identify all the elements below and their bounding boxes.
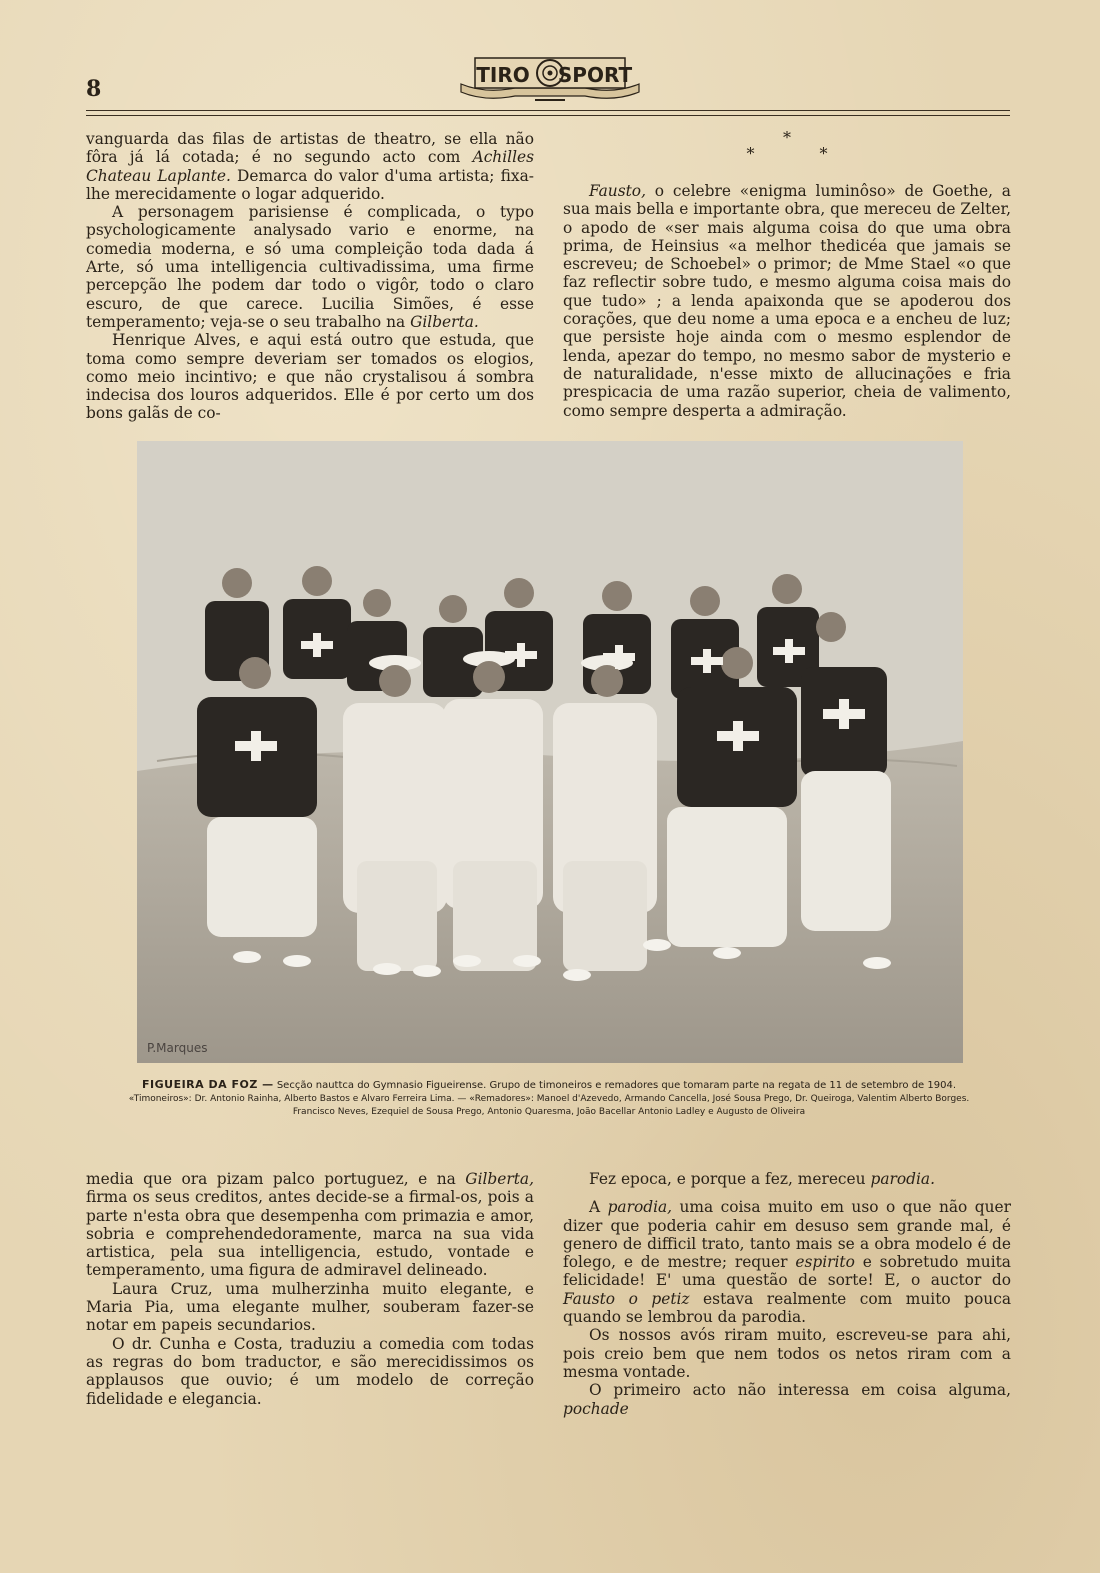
italic-run: parodia, — [607, 1198, 673, 1217]
italic-run: Fausto o petiz — [563, 1289, 690, 1308]
italic-run: Fausto, — [589, 182, 646, 200]
italic-run: pochade — [563, 1399, 629, 1418]
caption-line-1 — [86, 1078, 1012, 1093]
italic-run: espirito — [795, 1253, 855, 1272]
asterism-star: * — [783, 128, 791, 147]
text-run: firma os seus creditos, antes decide-se a firmal-os, pois a parte n'esta obra que desempenha com primazia e amor, sobria e comprehendedoramente, marca na sua vida artistica, pela sua intelligencia, estudo, vontade e temperamento, uma figura de admiravel delineado. — [86, 1188, 534, 1280]
asterism-divider — [563, 130, 1011, 182]
masthead-logo — [455, 50, 645, 106]
paragraph — [86, 130, 534, 203]
text-run: media que ora pizam palco portuguez, e na — [86, 1170, 466, 1188]
paragraph — [563, 1381, 1011, 1418]
italic-run: Gilberta, — [465, 1170, 534, 1188]
column-bottom-right — [563, 1170, 1011, 1418]
italic-run: Gilberta. — [410, 312, 479, 331]
italic-run: parodia. — [870, 1170, 935, 1188]
text-run: vanguarda das filas de artistas de theatro, se ella não fôra já lá cotada; é no segundo acto com — [86, 130, 534, 167]
text-run: e sobretudo muita felicidade! E' uma questão de sorte! E, o auctor do — [563, 1253, 1011, 1290]
photo-caption — [86, 1078, 1012, 1119]
text-run: O primeiro acto não interessa em coisa alguma, — [589, 1381, 1011, 1400]
paragraph — [563, 1198, 1011, 1326]
text-run: o celebre «enigma luminôso» de Goethe, a sua mais bella e importante obra, que mereceu de Zelter, o apodo de «ser mais alguma coisa do que uma obra prima, de Heinsius «a melhor thedicéa que jamais se escreveu; de Schoebel» o primor; de Mme Stael «o que faz reflectir sobre tudo, e mesmo alguma coisa mais do que tudo» ; a lenda apaixonda que se apoderou dos corações, que deu nome a uma epoca e a encheu de luz; que persiste hoje ainda com o mesmo esplendor de lenda, apezar do tempo, no mesmo sabor de mysterio e de naturalidade, n'esse mixto de allucinações e fria prespicacia de uma razão superior, cheia de valimento, como sempre desperta a admiração. — [563, 182, 1012, 420]
caption-text: Secção nauttca do Gymnasio Figueirense. Grupo de timoneiros e remadores que tomaram parte na regata de 11 de setembro de 1904. — [273, 1080, 956, 1091]
text-run: Fez epoca, e porque a fez, mereceu — [589, 1170, 871, 1188]
paragraph: Henrique Alves, e aqui está outro que estuda, que toma como sempre deveriam ser tomados os elogios, como meio incintivo; e que não crystalisou á sombra indecisa dos louros adqueridos. Elle é por certo um dos bons galãs de co- — [86, 331, 534, 423]
page-number: 8 — [86, 76, 102, 102]
text-run: A — [589, 1198, 608, 1217]
paragraph — [86, 203, 534, 331]
caption-line-3: Francisco Neves, Ezequiel de Sousa Prego, Antonio Quaresma, João Bacellar Antonio Ladley e Augusto de Oliveira — [292, 1107, 806, 1117]
column-top-right — [563, 130, 1011, 420]
text-run: uma coisa muito em uso o que não quer dizer que poderia cahir em desuso sem grande mal, é genero de difficil trato, tanto mais se a obra modelo é de folego, e de mestre; requer — [563, 1198, 1011, 1272]
text-run: A personagem parisiense é complicada, o typo psychologicamente analysado vario e enorme, na comedia moderna, e só uma compleição toda dada á Arte, só uma intelligencia cultivadissima, uma firme percepção lhe podem dar todo o vigôr, todo o claro escuro, de que carece. Lucilia Simões, é esse temperamento; veja-se o seu trabalho na — [86, 203, 534, 331]
text-run: estava realmente com muito pouca quando se lembrou da parodia. — [563, 1289, 1011, 1327]
group-photograph — [137, 441, 963, 1063]
paragraph: Laura Cruz, uma mulherzinha muito elegante, e Maria Pia, uma elegante mulher, souberam fazer-se notar em papeis secundarios. — [86, 1279, 534, 1335]
caption-place: FIGUEIRA DA FOZ — — [142, 1078, 274, 1091]
paragraph — [86, 1170, 534, 1280]
column-bottom-left — [86, 1170, 534, 1408]
header-rule — [86, 110, 1010, 116]
paragraph — [563, 1170, 1011, 1188]
paragraph — [563, 182, 1011, 420]
svg-text:SPORT: SPORT — [557, 63, 633, 87]
rowing-team-photo-illustration — [137, 441, 963, 1063]
paragraph: O dr. Cunha e Costa, traduziu a comedia com todas as regras do bom traductor, e são merecidissimos os applausos que ouvio; é um modelo de correção fidelidade e elegancia. — [86, 1334, 534, 1408]
paragraph: Os nossos avós riram muito, escreveu-se para ahi, pois creio bem que nem todos os netos riram com a mesma vontade. — [563, 1326, 1011, 1381]
asterism-row: * * — [746, 144, 858, 163]
masthead-emblem-icon — [455, 50, 645, 106]
photographer-signature: P.Marques — [147, 1041, 208, 1055]
column-top-left — [86, 130, 534, 423]
italic-run: Achilles Chateau Laplante. — [86, 148, 534, 185]
svg-text:TIRO: TIRO — [476, 63, 530, 87]
caption-line-2: «Timoneiros»: Dr. Antonio Rainha, Alberto Bastos e Alvaro Ferreira Lima. — «Remadores»: Manoel d'Azevedo, Armando Cancella, José Sousa Prego, Dr. Queiroga, Valentim Alberto Borges. — [128, 1094, 970, 1104]
text-run: Demarca do valor d'uma artista; fixa-lhe merecidamente o logar adquerido. — [86, 166, 534, 203]
